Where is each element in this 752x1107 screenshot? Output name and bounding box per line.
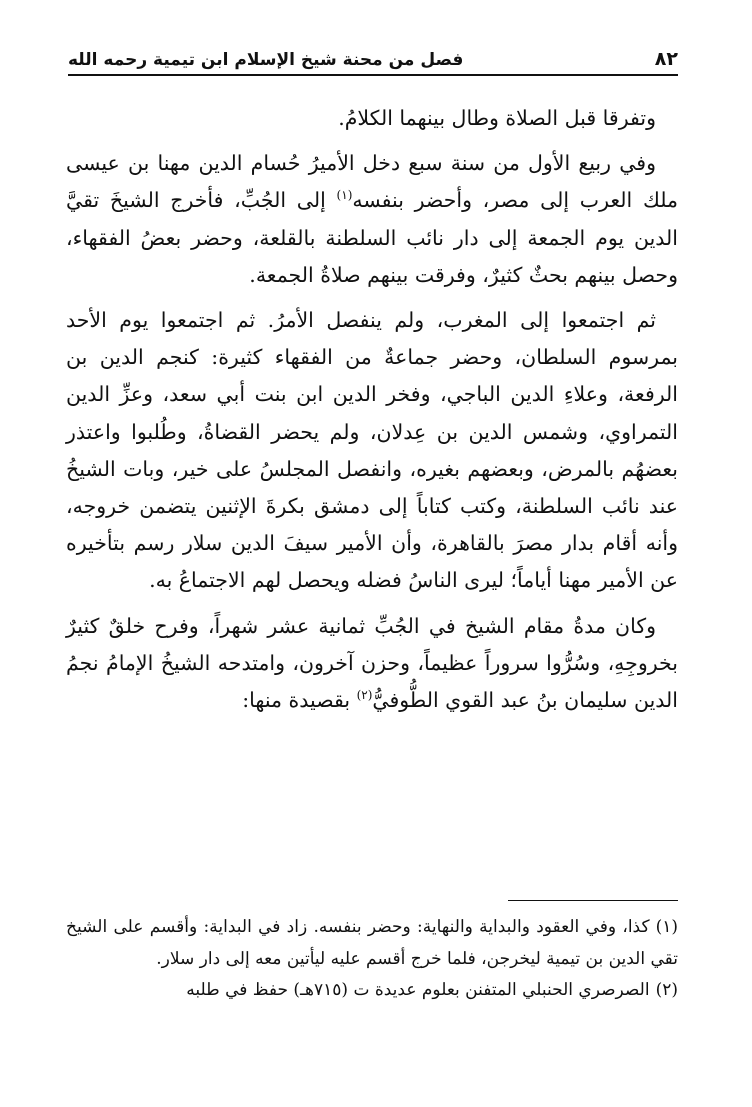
running-header [68, 46, 678, 76]
footnote-ref-2[interactable]: (٢) [356, 688, 373, 703]
paragraph-4 [66, 608, 678, 720]
paragraph-3: ثم اجتمعوا إلى المغرب، ولم ينفصل الأمرُ. ثم اجتمعوا يوم الأحد بمرسوم السلطان، وحضر جماعةٌ من الفقهاء كثيرة: كنجم الدين بن الرفعة، وعلاءِ الدين الباجي، وفخر الدين ابن بنت أبي سعد، وعزِّ الدين التمراوي، وشمس الدين بن عِدلان، ولم يحضر القضاةُ، وطُلبوا واعتذر بعضهُم بالمرض، وبعضهم بغيره، وانفصل المجلسُ على خير، وبات الشيخُ عند نائب السلطنة، وكتب كتاباً إلى دمشق بكرةَ الإثنين يتضمن خروجه، وأنه أقام بدار مصرَ بالقاهرة، وأن الأمير سيفَ الدين سلار رسم بتأخيره عن الأمير مهنا أياماً؛ ليرى الناسُ فضله ويحصل لهم الاجتماعُ به. [66, 308, 678, 593]
paragraph-2-part-b: إلى الجُبِّ، فأخرج الشيخَ تقيَّ الدين يوم الجمعة إلى دار نائب السلطنة بالقلعة، وحضر بعضُ الفقهاء، وحصل بينهم بحثٌ كثيرٌ، وفرقت بينهم صلاةُ الجمعة. [66, 188, 678, 287]
paragraph-1: وتفرقا قبل الصلاة وطال بينهما الكلامُ. [338, 106, 656, 130]
paragraph-4-part-a: وكان مدةُ مقام الشيخ في الجُبِّ ثمانية عشر شهراً، وفرح خلقٌ كثيرٌ بخروجِهِ، وسُرُّوا سروراً عظيماً، وحزن آخرون، وامتدحه الشيخُ الإمامُ نجمُ الدين سليمان بنُ عبد القوي الطُّوفيُّ [66, 613, 678, 713]
footnote-1-marker: (١) [655, 917, 678, 937]
page-number: ٨٢ [654, 48, 678, 70]
footnote-1-text: كذا، وفي العقود والبداية والنهاية: وحضر بنفسه. زاد في البداية: وأقسم على الشيخ تقي الدين بن تيمية ليخرجن، فلما خرج أقسم عليه ليأتين معه إلى دار سلار. [66, 917, 678, 969]
footnote-2 [66, 975, 678, 1007]
footnote-2-marker: (٢) [655, 980, 678, 1000]
footnote-1 [66, 912, 678, 975]
footnote-2-text: الصرصري الحنبلي المتفنن بعلوم عديدة ت (٧١٥هـ) حفظ في طلبه [186, 980, 650, 1000]
footnotes [66, 912, 678, 1007]
paragraph-2-part-a: وفي ربيع الأول من سنة سبع دخل الأميرُ حُسام الدين مهنا بن عيسى ملك العرب إلى مصر، وأحضر بنفسه [66, 151, 678, 213]
main-text [66, 100, 678, 727]
footnote-ref-1[interactable]: (١) [336, 188, 353, 203]
chapter-title: فصل من محنة شيخ الإسلام ابن تيمية رحمه الله [68, 50, 464, 70]
footnote-separator [508, 900, 678, 901]
paragraph-4-part-b: بقصيدة منها: [242, 688, 357, 713]
paragraph-2 [66, 145, 678, 294]
